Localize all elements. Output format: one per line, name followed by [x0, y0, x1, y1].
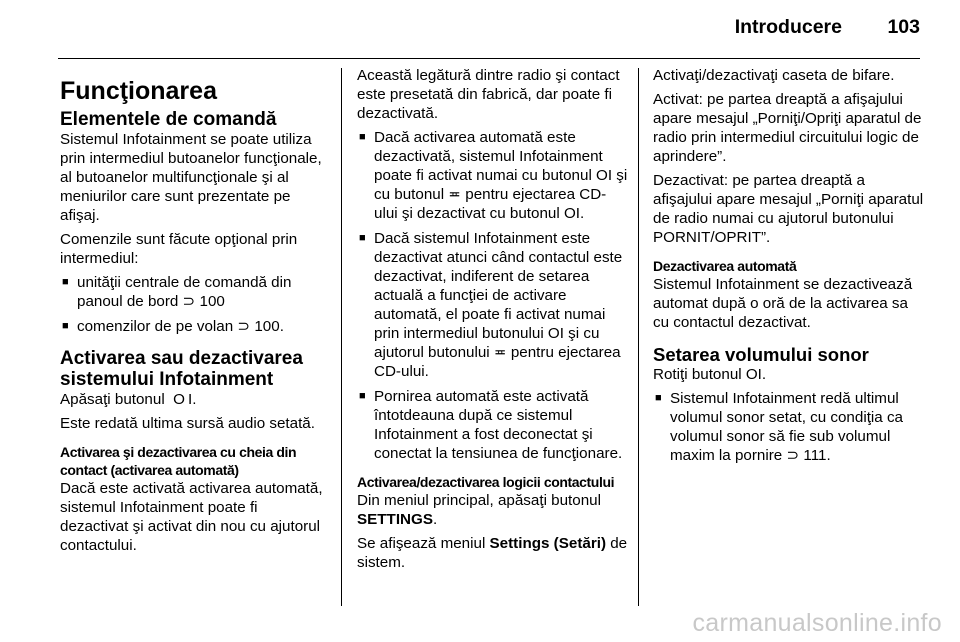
list-item: ■ Sistemul Infotainment redă ultimul volumul sonor setat, cu condiţia ca volumul sonor să fie sub volumul maxim la pornire ⊃ 111.	[653, 389, 925, 465]
column-divider-2	[638, 68, 639, 606]
running-header-title: Introducere	[734, 16, 842, 38]
paragraph-settings-menu: Se afişează meniul Settings (Setări) de sistem.	[357, 535, 628, 571]
paragraph-last-source: Este redată ultima sursă audio setată.	[60, 415, 315, 432]
bullet-list-activation	[357, 128, 629, 463]
column-2	[357, 66, 629, 577]
list-item: ■ unităţii centrale de comandă din panoul de bord ⊃ 100	[60, 273, 328, 311]
heading-activation: Activarea sau dezactivarea sistemului Infotainment	[60, 348, 303, 390]
paragraph-checkbox: Activaţi/dezactivaţi caseta de bifare.	[653, 67, 895, 84]
heading-ignition-key: Activarea şi dezactivarea cu cheia din contact (activarea automată)	[60, 444, 297, 478]
column-1	[60, 64, 328, 560]
paragraph-deactivated: Dezactivat: pe partea dreaptă a afişajului apare mesajul „Porniţi aparatul de radio numai cu ajutorul butonului PORNIT/OPRIT”.	[653, 172, 924, 246]
paragraph-auto-off: Sistemul Infotainment se dezactivează automat după o oră de la activarea sa cu contactul dezactivat.	[653, 276, 913, 331]
list-item: ■ Dacă activarea automată este dezactivată, sistemul Infotainment poate fi activat numai cu butonul OI şi cu butonul ≖ pentru ejectarea CD-ului şi dezactivat cu butonul OI.	[357, 128, 629, 223]
paragraph-radio-link: Această legătură dintre radio şi contact este presetată din fabrică, dar poate fi dezactivată.	[357, 67, 620, 122]
bullet-list-volume	[653, 389, 925, 465]
heading-ignition-logic: Activarea/dezactivarea logicii contactului	[357, 474, 615, 490]
section-title: Funcţionarea	[60, 77, 217, 105]
paragraph-rotate-knob: Rotiţi butonul OI.	[653, 366, 767, 383]
column-3	[653, 66, 925, 471]
paragraph-press-button: Apăsaţi butonul O I.	[60, 391, 197, 408]
list-item: ■ Dacă sistemul Infotainment este dezactivat atunci când contactul este dezactivat, indiferent de setarea actuală a funcţiei de activare automată, el poate fi activat numai prin intermediul butonului OI şi cu ajutorul butonului ≖ pentru ejectarea CD-ului.	[357, 229, 629, 381]
list-item: ■ Pornirea automată este activată întotdeauna după ce sistemul Infotainment a fost deconectat şi conectat la tensiunea de funcţionare.	[357, 387, 629, 463]
watermark: carmanualsonline.info	[692, 609, 942, 637]
paragraph-controls: Sistemul Infotainment se poate utiliza prin intermediul butoanelor funcţionale, al butoanelor multifuncţionale şi al meniurilor care sunt prezentate pe afişaj.	[60, 131, 322, 224]
paragraph-commands: Comenzile sunt făcute opţional prin intermediul:	[60, 231, 298, 267]
list-item: ■ comenzilor de pe volan ⊃ 100.	[60, 317, 328, 336]
column-divider-1	[341, 68, 342, 606]
bullet-list-controls	[60, 273, 328, 336]
paragraph-ignition-key: Dacă este activată activarea automată, sistemul Infotainment poate fi dezactivat şi activat din nou cu ajutorul contactului.	[60, 480, 323, 554]
paragraph-activated: Activat: pe partea dreaptă a afişajului apare mesajul „Porniţi/Opriţi aparatul de radio prin intermediul circuitului logic de aprindere”.	[653, 91, 922, 165]
heading-auto-off: Dezactivarea automată	[653, 258, 797, 274]
header-rule	[58, 58, 920, 59]
heading-controls: Elementele de comandă	[60, 109, 277, 130]
paragraph-main-menu: Din meniul principal, apăsaţi butonul SETTINGS.	[357, 492, 601, 528]
settings-button-label: SETTINGS	[357, 511, 433, 528]
page-number: 103	[887, 16, 920, 38]
settings-menu-label: Settings (Setări)	[489, 535, 607, 552]
heading-volume: Setarea volumului sonor	[653, 344, 869, 365]
